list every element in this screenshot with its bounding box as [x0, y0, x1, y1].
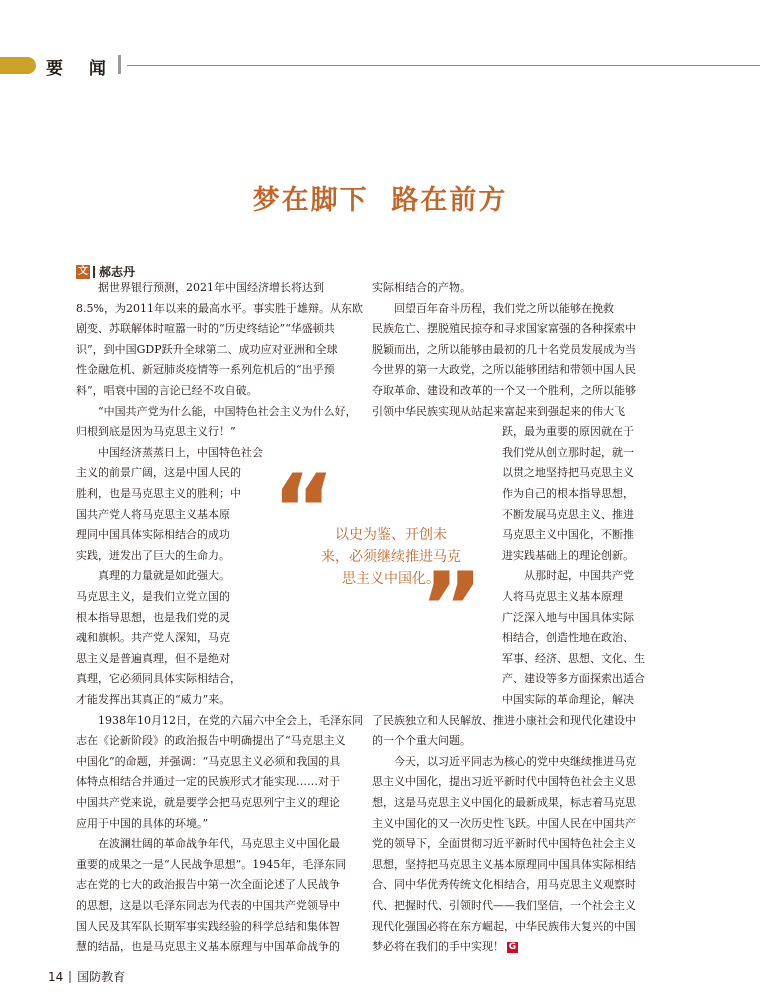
text-line: 想，这是马克思主义中国化的最新成果，标志着马克思 [372, 796, 636, 809]
text-line: 志在《论新阶段》的政治报告中明确提出了“马克思主义 [76, 734, 346, 748]
text-line: 民族危亡、摆脱殖民掠夺和寻求国家富强的各种探索中 [372, 322, 636, 336]
text-line: 的思想，这是以毛泽东同志为代表的中国共产党领导中 [76, 899, 340, 912]
text-line: 料”，唱衰中国的言论已经不攻自破。 [76, 384, 258, 397]
text-line: 以贯之地坚持把马克思主义 [502, 466, 634, 480]
text-line: 从那时起，中国共产党 [502, 569, 634, 583]
pull-quote-line: 以史为鉴、开创未 [335, 527, 447, 543]
text-line: 广泛深入地与中国具体实际 [502, 610, 634, 624]
close-quote-mark-icon: ” [420, 552, 484, 664]
text-line: 中国实际的革命理论，解决 [502, 693, 634, 706]
pull-quote-line: 来，必须继续推进马克 [321, 549, 461, 565]
text-line: 思主义中国化，提出习近平新时代中国特色社会主义思 [372, 775, 636, 789]
author-name: 郝志丹 [99, 265, 136, 279]
byline-divider [93, 266, 95, 278]
text-line: 现代化强国必将在东方崛起，中华民族伟大复兴的中国 [372, 919, 636, 933]
end-of-article-mark: G [508, 941, 517, 952]
text-line: 理同中国具体实际相结合的成功 [76, 528, 230, 542]
text-line: 根本指导思想，也是我们党的灵 [76, 610, 230, 624]
page-number: 14 [48, 969, 64, 984]
text-line: 了民族独立和人民解放、推进小康社会和现代化建设中 [372, 713, 636, 727]
text-line: 性金融危机、新冠肺炎疫情等一系列危机后的“出乎预 [76, 363, 335, 377]
text-line: 归根到底是因为马克思主义行！” [76, 425, 236, 439]
text-line: 志在党的七大的政治报告中第一次全面论述了人民战争 [76, 878, 340, 892]
article-title: 梦在脚下 路在前方 [252, 185, 508, 216]
footer-divider [69, 971, 71, 983]
text-line: 在波澜壮阔的革命战争年代，马克思主义中国化最 [76, 837, 340, 851]
text-line: 思主义是普遍真理，但不是绝对 [76, 651, 230, 665]
text-line: 实际相结合的产物。 [372, 281, 471, 294]
section-rule [127, 65, 760, 66]
text-line: 主义的前景广阔，这是中国人民的 [76, 466, 241, 480]
text-line: 产、建设等多方面探索出适合 [502, 672, 645, 686]
section-divider-bar [118, 55, 121, 74]
text-line: 进实践基础上的理论创新。 [502, 548, 634, 562]
text-line: 主义中国化的又一次历史性飞跃。中国人民在中国共产 [372, 816, 636, 830]
text-line: 回望百年奋斗历程，我们党之所以能够在挽救 [372, 301, 614, 315]
text-line: 中国化”的命题，并强调：“马克思主义必须和我国的具 [76, 754, 341, 768]
pull-quote-line: 思主义中国化。 [342, 571, 440, 587]
text-line: 重要的成果之一是“人民战争思想”。1945年，毛泽东同 [76, 857, 347, 871]
text-line: 胜利，也是马克思主义的胜利；中 [76, 487, 241, 500]
text-line: 剧变、苏联解体时喧嚣一时的“历史终结论”“华盛顿共 [76, 322, 335, 336]
text-line: 我们党从创立那时起，就一 [502, 445, 634, 459]
text-line: 思想，坚持把马克思主义基本原理同中国具体实际相结 [372, 857, 636, 871]
section-title: 要 闻 [46, 59, 116, 79]
text-line: 马克思主义，是我们立党立国的 [76, 590, 230, 603]
text-line: 梦必将在我们的手中实现！ G [372, 940, 517, 954]
text-line: 马克思主义中国化，不断推 [502, 528, 634, 542]
text-line: 体特点相结合并通过一定的民族形式才能实现……对于 [76, 775, 340, 789]
text-line: 军事、经济、思想、文化、生 [502, 651, 645, 665]
author-tag: 文 [78, 265, 88, 277]
text-line: 才能发挥出其真正的“威力”来。 [76, 693, 231, 706]
text-line: 党的领导下，全面贯彻习近平新时代中国特色社会主义 [372, 837, 636, 851]
text-line: 相结合，创造性地在政治、 [502, 631, 634, 645]
text-line: 1938年10月12日，在党的六届六中全会上，毛泽东同 [76, 713, 363, 727]
text-line: 8.5%，为2011年以来的最高水平。事实胜于雄辩。从东欧 [76, 301, 363, 315]
section-accent-pill [0, 57, 36, 74]
text-line: 代、把握时代、引领时代——我们坚信，一个社会主义 [372, 899, 636, 912]
text-line: 中国经济蒸蒸日上，中国特色社会 [76, 445, 263, 459]
text-line: 中国共产党来说，就是要学会把马克思列宁主义的理论 [76, 796, 340, 809]
text-line: 合、同中华优秀传统文化相结合，用马克思主义观察时 [372, 878, 636, 892]
text-line: 作为自己的根本指导思想， [502, 487, 634, 500]
byline [76, 263, 135, 280]
text-line: 应用于中国的具体的环境。” [76, 816, 209, 830]
text-line: 慧的结晶，也是马克思主义基本原理与中国革命战争的 [76, 940, 340, 954]
text-line: 国共产党人将马克思主义基本原 [76, 507, 230, 521]
text-line: 脱颖而出，之所以能够由最初的几十名党员发展成为当 [372, 342, 636, 356]
text-line: 实践，迸发出了巨大的生命力。 [76, 548, 230, 562]
text-line: 引领中华民族实现从站起来富起来到强起来的伟大飞 [372, 404, 625, 418]
text-line: 的一个个重大问题。 [372, 734, 471, 748]
text-line: 国人民及其军队长期军事实践经验的科学总结和集体智 [76, 919, 340, 933]
text-line: 魂和旗帜。共产党人深知，马克 [76, 631, 230, 645]
text-line: 夺取革命、建设和改革的一个又一个胜利，之所以能够 [372, 384, 636, 397]
text-line: 真理的力量就是如此强大。 [76, 569, 230, 583]
text-line: 据世界银行预测，2021年中国经济增长将达到 [76, 281, 324, 294]
publication-name: 国防教育 [77, 970, 126, 984]
text-line: 今世界的第一大政党，之所以能够团结和带领中国人民 [372, 363, 636, 377]
page-footer [48, 968, 125, 985]
text-line: 今天，以习近平同志为核心的党中央继续推进马克 [372, 754, 636, 768]
text-line: 不断发展马克思主义、推进 [502, 507, 634, 521]
open-quote-mark-icon: “ [272, 454, 336, 566]
text-line: “中国共产党为什么能，中国特色社会主义为什么好， [76, 404, 357, 418]
text-line: 跃，最为重要的原因就在于 [502, 425, 634, 439]
text-line: 真理，它必须同具体实际相结合， [76, 672, 241, 686]
text-line: 识”，到中国GDP跃升全球第二、成功应对亚洲和全球 [76, 342, 338, 356]
text-line: 人将马克思主义基本原理 [502, 590, 623, 603]
